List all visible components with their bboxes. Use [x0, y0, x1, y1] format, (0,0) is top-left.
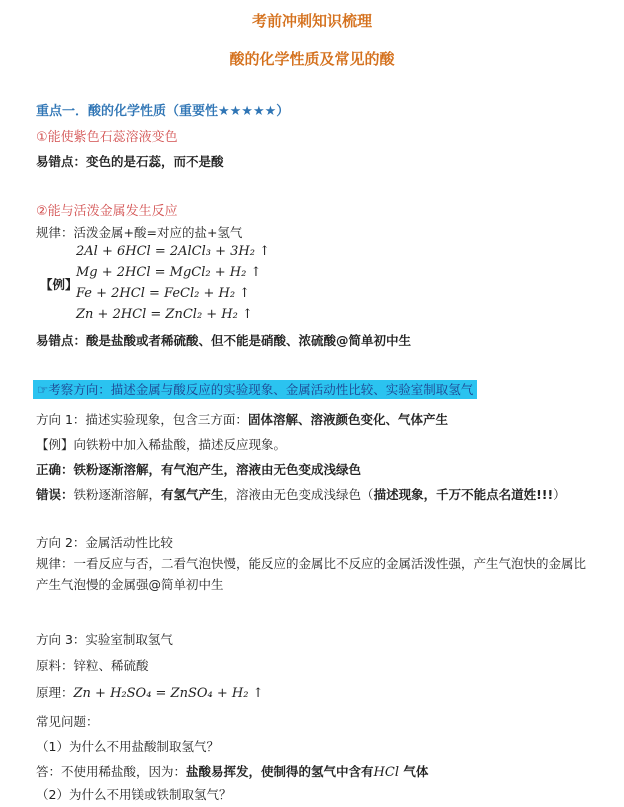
answer-1: [36, 762, 428, 780]
equation-1: 2Al + 6HCl = 2AlCl₃ + 3H₂ ↑: [76, 244, 270, 259]
point-2: ②能与活泼金属发生反应: [36, 204, 178, 219]
answer-1-formula: HCl: [373, 765, 399, 780]
answer-1-bold: 盐酸易挥发，使制得的氢气中含有: [186, 764, 374, 779]
error-text: 变色的是石蕊，而不是酸: [86, 154, 224, 169]
wrong-part-e: ）: [553, 487, 566, 502]
question-2: （2）为什么不用镁或铁制取氢气？: [36, 787, 232, 802]
wrong-part-a: 铁粉逐渐溶解，: [73, 487, 162, 502]
direction-2-rule: 规律：一看反应与否，二看气泡快慢，能反应的金属比不反应的金属活泼性强，产生气泡快的金属比产生气泡慢的金属强@简单初中生: [36, 556, 587, 592]
wrong-part-c: ，溶液由无色变成浅绿色（: [223, 487, 374, 502]
direction-1: [36, 410, 448, 428]
document-title: 考前冲刺知识梳理: [251, 12, 372, 30]
document-subtitle: 酸的化学性质及常见的酸: [229, 50, 395, 68]
wrong-label: 错误：: [36, 487, 74, 502]
error-label: 易错点：: [36, 154, 87, 169]
direction-2: 方向 2：金属活动性比较: [36, 535, 173, 550]
answer-1-suffix: 气体: [398, 764, 429, 779]
direction-3: 方向 3：实验室制取氢气: [36, 632, 173, 647]
principle: [36, 683, 263, 701]
wrong-answer: [36, 485, 566, 503]
banner-text: ☞考察方向：描述金属与酸反应的实验现象、金属活动性比较、实验室制取氢气: [33, 380, 477, 399]
question-1: （1）为什么不用盐酸制取氢气？: [36, 739, 219, 754]
principle-label: 原理：: [36, 685, 74, 700]
equation-4: Zn + 2HCl = ZnCl₂ + H₂ ↑: [76, 307, 253, 322]
answer-1-prefix: 答：不使用稀盐酸，因为：: [36, 764, 187, 779]
error-point-2: 易错点：酸是盐酸或者稀硫酸、但不能是硝酸、浓硫酸@简单初中生: [36, 333, 412, 348]
correct-answer: 正确：铁粉逐渐溶解，有气泡产生，溶液由无色变成浅绿色: [36, 462, 362, 477]
direction-1-bold: 固体溶解、溶液颜色变化、气体产生: [247, 412, 448, 427]
rule-text: 规律：活泼金属+酸=对应的盐+氢气: [36, 225, 243, 240]
wrong-part-d: 描述现象，千万不能点名道姓!!!: [373, 487, 554, 502]
error-point-1: [36, 152, 224, 170]
equation-2: Mg + 2HCl = MgCl₂ + H₂ ↑: [76, 265, 262, 280]
direction-1-prefix: 方向 1：描述实验现象，包含三方面：: [36, 412, 248, 427]
faq-label: 常见问题：: [36, 714, 99, 729]
point-1: ①能使紫色石蕊溶液变色: [36, 130, 178, 145]
direction-1-example: 【例】向铁粉中加入稀盐酸，描述反应现象。: [36, 437, 287, 452]
section-heading: 重点一．酸的化学性质（重要性★★★★★）: [36, 104, 290, 119]
exam-direction-banner: [33, 380, 477, 398]
wrong-part-b: 有氢气产生: [161, 487, 224, 502]
materials: 原料：锌粒、稀硫酸: [36, 658, 149, 673]
equation-3: Fe + 2HCl = FeCl₂ + H₂ ↑: [76, 286, 251, 301]
example-label: 【例】: [40, 277, 78, 292]
principle-equation: Zn + H₂SO₄ = ZnSO₄ + H₂ ↑: [73, 686, 264, 701]
